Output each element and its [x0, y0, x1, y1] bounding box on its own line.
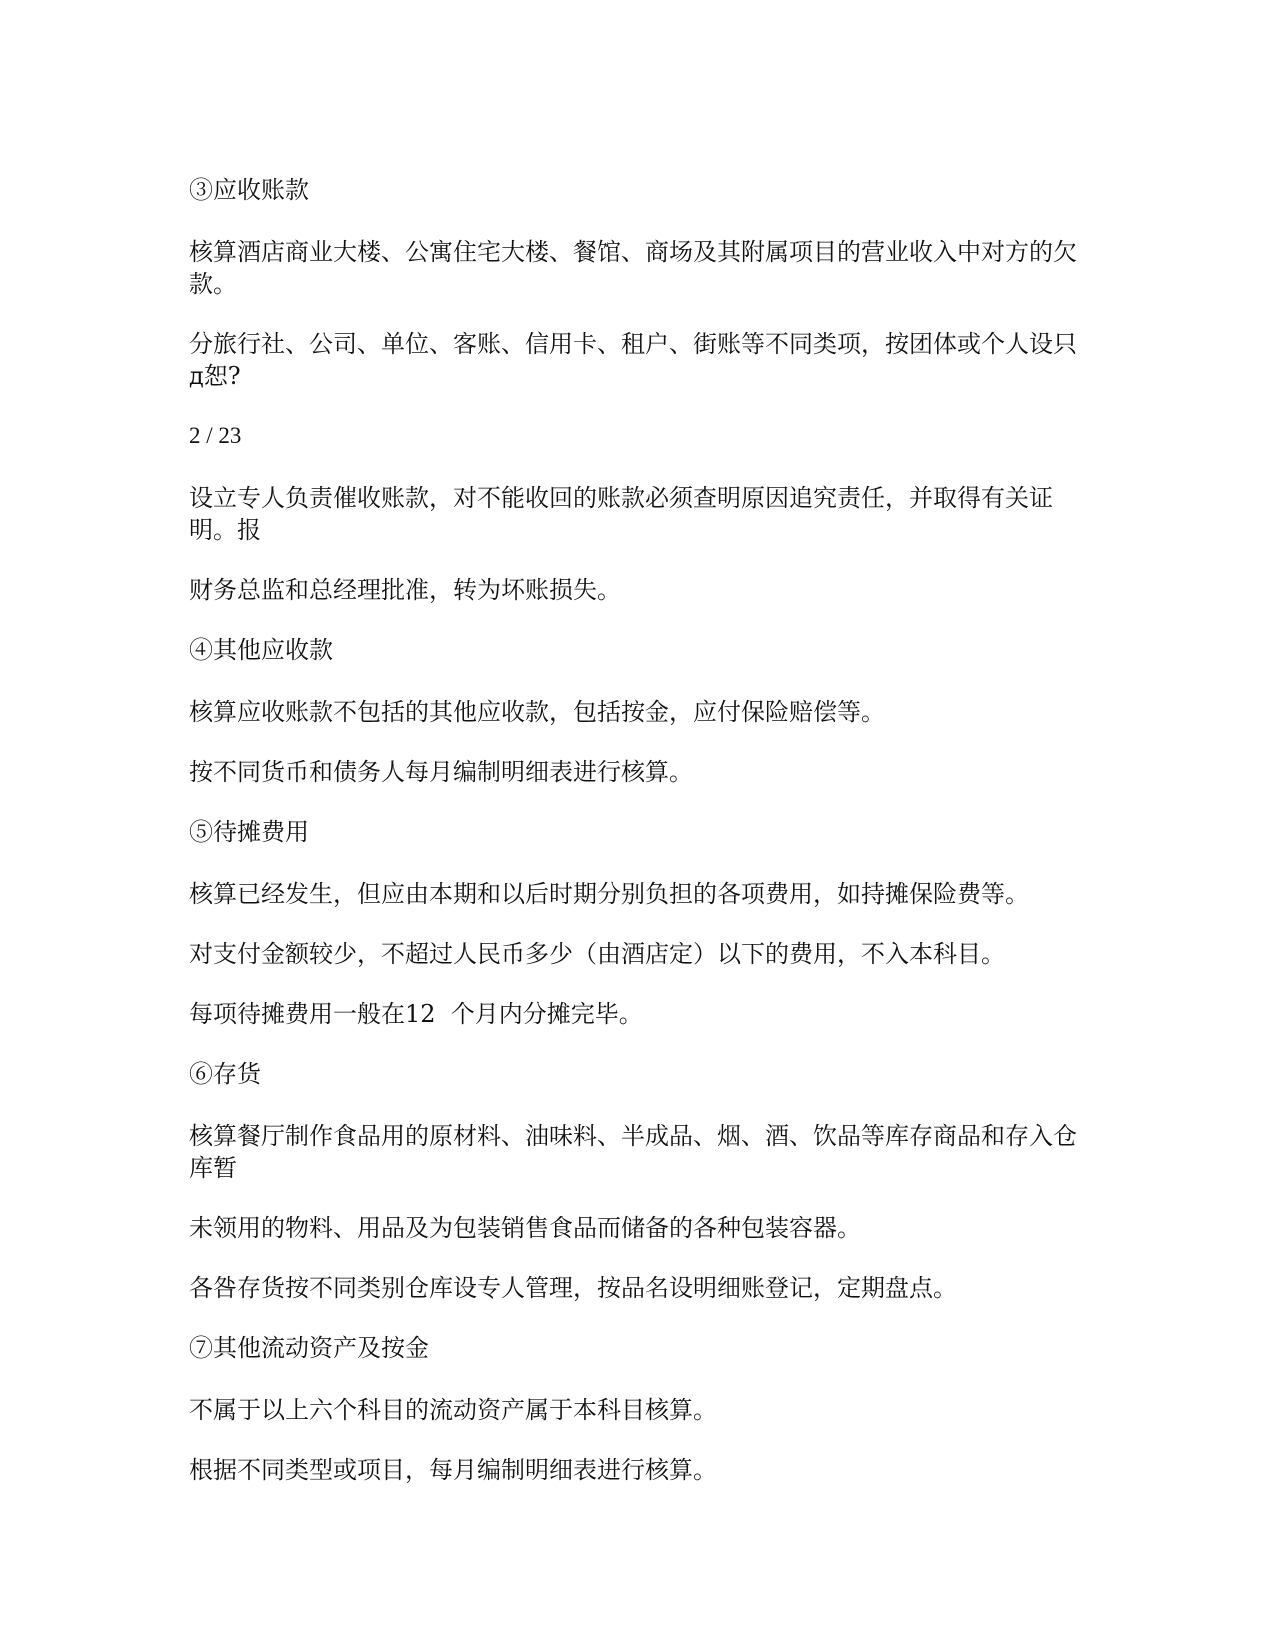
page-number: 2 / 23	[189, 423, 242, 448]
paragraph-inventory-management: 各咎存货按不同类别仓库设专人管理，按品名设明细账登记，定期盘点。	[189, 1274, 957, 1302]
paragraph-collection-responsibility: 设立专人负责催收账款，对不能收回的账款必须查明原因追究责任，并取得有关证明。报	[189, 484, 1053, 544]
paragraph-prepaid-expenses-period: 每项待摊费用一般在12 个月内分摊完毕。	[189, 1000, 643, 1028]
paragraph-other-receivables-definition: 核算应收账款不包括的其他应收款，包括按金，应付保险赔偿等。	[189, 698, 885, 726]
paragraph-inventory-supplies: 未领用的物料、用品及为包装销售食品而储备的各种包装容器。	[189, 1214, 861, 1242]
paragraph-prepaid-expenses-definition: 核算已经发生，但应由本期和以后时期分别负担的各项费用，如持摊保险费等。	[189, 880, 1029, 908]
section-heading-other-current-assets: ⑦其他流动资产及按金	[189, 1334, 429, 1362]
paragraph-prepaid-expenses-threshold: 对支付金额较少，不超过人民币多少（由酒店定）以下的费用，不入本科目。	[189, 940, 1005, 968]
paragraph-other-current-assets-definition: 不属于以上六个科目的流动资产属于本科目核算。	[189, 1396, 717, 1424]
section-heading-accounts-receivable: ③应收账款	[189, 176, 309, 204]
paragraph-accounts-receivable-categories: 分旅行社、公司、单位、客账、信用卡、租户、街账等不同类项，按团体或个人设只д恕?	[189, 330, 1077, 390]
paragraph-inventory-definition: 核算餐厅制作食品用的原材料、油味料、半成品、烟、酒、饮品等库存商品和存入仓库暂	[189, 1122, 1077, 1182]
paragraph-accounts-receivable-definition: 核算酒店商业大楼、公寓住宅大楼、餐馆、商场及其附属项目的营业收入中对方的欠款。	[189, 238, 1077, 298]
paragraph-bad-debt-approval: 财务总监和总经理批准，转为坏账损失。	[189, 576, 621, 604]
section-heading-other-receivables: ④其他应收款	[189, 636, 333, 664]
section-heading-prepaid-expenses: ⑤待摊费用	[189, 818, 309, 846]
paragraph-other-receivables-accounting: 按不同货币和债务人每月编制明细表进行核算。	[189, 758, 693, 786]
section-heading-inventory: ⑥存货	[189, 1060, 261, 1088]
document-body	[189, 174, 1089, 1514]
paragraph-other-current-assets-accounting: 根据不同类型或项目，每月编制明细表进行核算。	[189, 1456, 717, 1484]
